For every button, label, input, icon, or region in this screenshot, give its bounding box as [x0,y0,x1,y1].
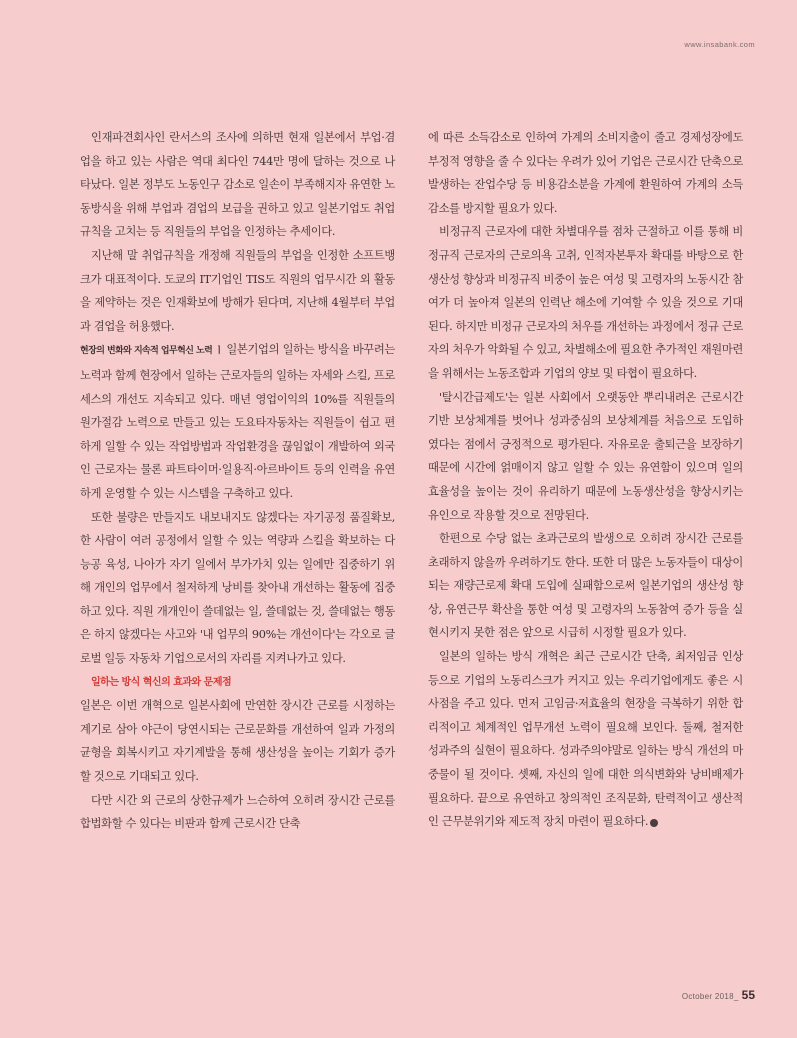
paragraph: 또한 불량은 만들지도 내보내지도 않겠다는 자기공정 품질확보, 한 사람이 여러 공정에서 일할 수 있는 역량과 스킬을 확보하는 다능공 육성, 나아가 자기 일에서 부가가치 있는 일에만 집중하기 위해 개인의 업무에서 철저하게 낭비를 찾아내 개선하는 활동에 집중하고 있다. 직원 개개인이 쓸데없는 일, 쓸데없는 것, 쓸데없는 행동은 하지 않겠다는 사고와 '내 업무의 90%는 개선이다'는 각오로 글로벌 일등 자동차 기업으로서의 자리를 지켜나가고 있다. [80,510,395,666]
paragraph: 인재파견회사인 란서스의 조사에 의하면 현재 일본에서 부업·겸업을 하고 있는 사람은 역대 최다인 744만 명에 달하는 것으로 나타났다. 일본 정부도 노동인구 감소로 일손이 부족해지자 유연한 노동방식을 위해 부업과 겸업의 보급을 권하고 있고 일본기업도 취업규칙을 고치는 등 직원들의 부업을 인정하는 추세이다. [80,131,395,239]
paragraph: '탈시간급제도'는 일본 사회에서 오랫동안 뿌리내려온 근로시간 기반 보상체계를 벗어나 성과중심의 보상체계를 처음으로 도입하였다는 점에서 긍정적으로 평가된다. 자유로운 출퇴근을 보장하기 때문에 시간에 얽매이지 않고 일할 수 있는 유연함이 있으며 일의 효율성을 높이는 것이 유리하기 때문에 노동생산성을 향상시키는 유인으로 작용할 것으로 전망된다. [428,390,743,522]
page-footer [682,988,755,1002]
section-title: 일하는 방식 혁신의 효과와 문제점 [91,676,232,688]
site-url[interactable]: www.insabank.com [684,40,755,49]
left-column [80,126,395,836]
paragraph: 한편으로 수당 없는 초과근로의 발생으로 오히려 장시간 근로를 초래하지 않을까 우려하기도 한다. 또한 더 많은 노동자들이 대상이 되는 재량근로제 확대 도입에 실패함으로써 일본기업의 생산성 향상, 유연근무 확산을 통한 여성 및 고령자의 노동참여 증가 등을 실현시키지 못한 점은 앞으로 시급히 시정할 필요가 있다. [428,532,743,640]
paragraph: 에 따른 소득감소로 인하여 가계의 소비지출이 줄고 경제성장에도 부정적 영향을 줄 수 있다는 우려가 있어 기업은 근로시간 단축으로 발생하는 잔업수당 등 비용감소분을 가계에 환원하여 가계의 소득감소를 방지할 필요가 있다. [428,131,743,215]
paragraph: 비정규직 근로자에 대한 차별대우를 점차 근절하고 이를 통해 비정규직 근로자의 근로의욕 고취, 인적자본투자 확대를 바탕으로 한 생산성 향상과 비정규직 비중이 높은 여성 및 고령자의 노동시간 참여가 더 높아져 일본의 인력난 해소에 기여할 수 있을 것으로 기대된다. 하지만 비정규 근로자의 처우를 개선하는 과정에서 정규 근로자의 처우가 악화될 수 있고, 차별해소에 필요한 추가적인 재원마련을 위해서는 노동조합과 기업의 양보 및 타협이 필요하다. [428,225,743,380]
issue-date: October 2018_ [681,992,739,1001]
right-column [428,126,743,834]
paragraph: 다만 시간 외 근로의 상한규제가 느슨하여 오히려 장시간 근로를 합법화할 수 있다는 비판과 함께 근로시간 단축 [80,793,395,831]
paragraph: 일본은 이번 개혁으로 일본사회에 만연한 장시간 근로를 시정하는 계기로 삼아 야근이 당연시되는 근로문화를 개선하여 일과 가정의 균형을 회복시키고 자기계발을 통해 생산성을 높이는 기회가 증가할 것으로 기대되고 있다. [80,699,395,784]
paragraph [428,645,743,834]
inline-heading: 현장의 변화와 지속적 업무혁신 노력 ㅣ [80,346,223,357]
end-mark-icon: a [650,819,658,827]
paragraph-with-heading [80,338,395,505]
paragraph: 지난해 말 취업규칙을 개정해 직원들의 부업을 인정한 소프트뱅크가 대표적이다. 도쿄의 IT기업인 TIS도 직원의 업무시간 외 활동을 제약하는 것은 인재확보에 방해가 된다며, 지난해 4월부터 부업과 겸업을 허용했다. [80,248,395,333]
paragraph-text: 일본의 일하는 방식 개혁은 최근 근로시간 단축, 최저임금 인상 등으로 기업의 노동리스크가 커지고 있는 우리기업에게도 좋은 시사점을 주고 있다. 먼저 고임금·저효율의 현장을 극복하기 위한 합리적이고 체계적인 업무개선 노력이 필요해 보인다. 둘째, 철저한 성과주의 실현이 필요하다. 성과주의야말로 일하는 방식 개선의 마중물이 될 것이다. 셋째, 자신의 일에 대한 의식변화와 낭비배제가 필요하다. 끝으로 유연하고 창의적인 조직문화, 탄력적이고 생산적인 근무분위기와 제도적 장치 마련이 필요하다. [428,650,743,829]
paragraph-text: 일본기업의 일하는 방식을 바꾸려는 노력과 함께 현장에서 일하는 근로자들의 일하는 자세와 스킬, 프로세스의 개선도 지속되고 있다. 매년 영업이익의 10%를 직원들의 원가절감 노력으로 만들고 있는 도요타자동차는 직원들이 쉽고 편하게 일할 수 있는 작업방법과 작업환경을 끊임없이 개발하여 외국인 근로자는 물론 파트타이머·일용직·아르바이트 등의 인력을 유연하게 운영할 수 있는 시스템을 구축하고 있다. [80,343,395,500]
page-number: 55 [741,988,755,1002]
